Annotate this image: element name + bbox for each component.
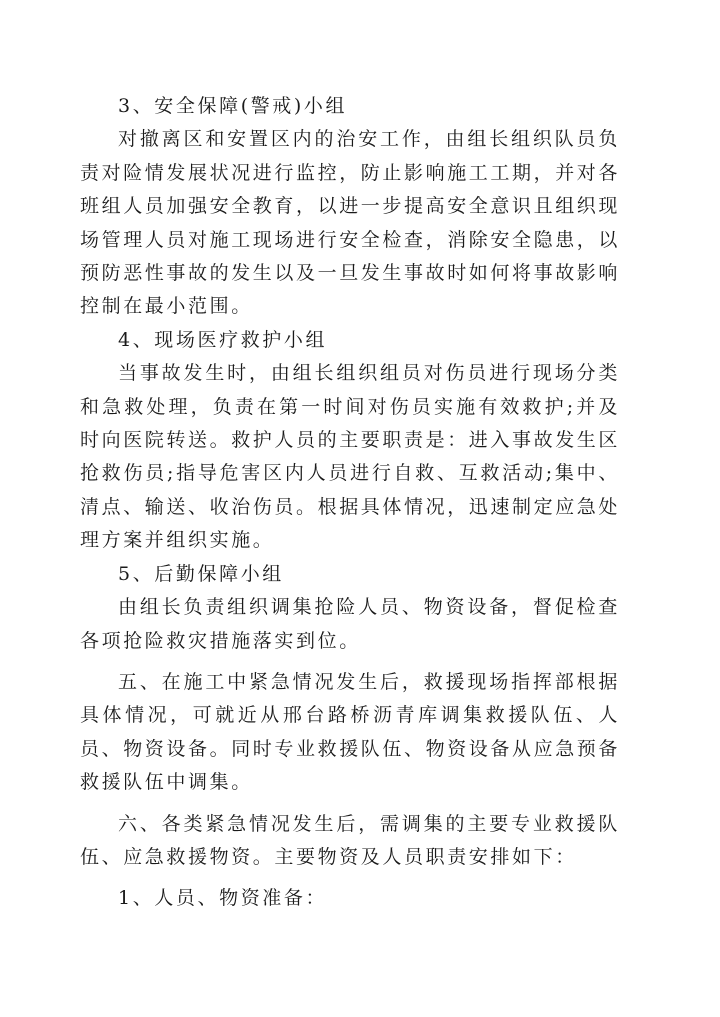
paragraph-section-five: 五、在施工中紧急情况发生后，救援现场指挥部根据具体情况，可就近从邢台路桥沥青库调集救援队伍、人员、物资设备。同时专业救援队伍、物资设备从应急预备救援队伍中调集。 [80,670,621,794]
spacer [80,800,620,808]
section-heading-medical-team: 4、现场医疗救护小组 [118,328,328,351]
section-heading-security-team: 3、安全保障(警戒)小组 [118,95,348,117]
section-heading-logistics-team: 5、后勤保障小组 [118,562,284,585]
paragraph-section-six: 六、各类紧急情况发生后，需调集的主要专业救援队伍、应急救援物资。主要物资及人员职责安排如下： [80,812,620,868]
paragraph-medical-duties: 当事故发生时，由组长组织组员对伤员进行现场分类和急救处理，负责在第一时间对伤员实施有效救护;并及时向医院转送。救护人员的主要职责是：进入事故发生区抢救伤员;指导危害区内人员进行自救、互救活动;集中、清点、输送、收治伤员。根据具体情况，迅速制定应急处理方案并组织实施。 [80,362,621,552]
spacer [80,874,620,882]
document-body [80,90,620,916]
paragraph-security-duties: 对撤离区和安置区内的治安工作，由组长组织队员负责对险情发展状况进行监控，防止影响施工工期，并对各班组人员加强安全教育，以进一步提高安全意识且组织现场管理人员对施工现场进行安全检查，消除安全隐患，以预防恶性事故的发生以及一旦发生事故时如何将事故影响控制在最小范围。 [80,128,621,318]
paragraph-logistics-duties: 由组长负责组织调集抢险人员、物资设备，督促检查各项抢险救灾措施落实到位。 [80,596,620,652]
spacer [80,658,620,666]
section-heading-personnel-materials: 1、人员、物资准备： [118,887,328,910]
